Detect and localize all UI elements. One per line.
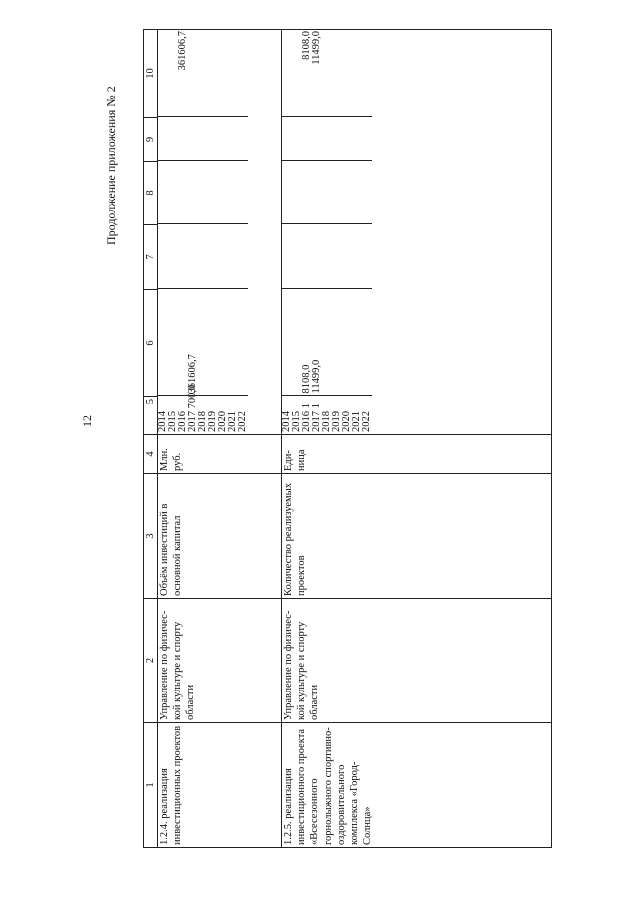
header-cell: 7 <box>144 225 158 290</box>
value-c10 <box>188 29 198 117</box>
year-label: 2018 <box>322 396 332 434</box>
value-c7 <box>208 224 218 289</box>
executor-cell <box>158 599 282 723</box>
year-row <box>158 29 168 434</box>
value-c10: 11499,0 <box>311 31 323 65</box>
year-label: 2014 <box>282 396 292 434</box>
value-c7 <box>168 224 178 289</box>
year-label: 2018 <box>198 396 208 434</box>
executor-cell <box>282 599 552 723</box>
year-label: 2017 700,0 <box>187 384 199 432</box>
value-c6 <box>282 289 292 396</box>
value-c9 <box>292 117 302 161</box>
year-row <box>282 29 292 434</box>
value-c6 <box>208 289 218 396</box>
program-table <box>143 29 552 848</box>
value-c8 <box>188 161 198 224</box>
year-row <box>168 29 178 434</box>
value-c10 <box>228 29 238 117</box>
value-c8 <box>332 161 342 224</box>
value-c9 <box>238 117 248 161</box>
year-row <box>188 29 198 434</box>
value-c10 <box>158 29 168 117</box>
value-c6 <box>168 289 178 396</box>
appendix-caption: Продолжение приложения № 2 <box>104 86 118 245</box>
year-label: 2017 1 <box>312 396 322 434</box>
value-c8 <box>292 161 302 224</box>
value-c9 <box>218 117 228 161</box>
header-row <box>144 30 158 848</box>
value-c10 <box>332 29 342 117</box>
measure-cell-text: 1.2.5. реализация инвестиционного проекта «Всесезонного горнолыжного спортивно-оздоровительного комплекса «Город-Солнца» <box>283 727 373 845</box>
value-c7 <box>188 224 198 289</box>
value-c7 <box>282 224 292 289</box>
value-c10 <box>198 29 208 117</box>
header-cell: 5 <box>144 397 158 435</box>
value-c6 <box>342 289 352 396</box>
header-cell: 6 <box>144 290 158 397</box>
value-c9 <box>158 117 168 161</box>
measure-cell <box>282 723 552 848</box>
measure-cell-text: 1.2.4. реализация инвестиционных проектов <box>159 725 184 845</box>
value-c7 <box>352 224 362 289</box>
value-c8 <box>218 161 228 224</box>
indicator-cell-text: Объём инвестиций в основной капитал <box>159 503 184 596</box>
value-c10 <box>322 29 332 117</box>
header-cell: 10 <box>144 30 158 118</box>
value-c7 <box>322 224 332 289</box>
value-c10 <box>218 29 228 117</box>
value-c10 <box>238 29 248 117</box>
value-c8 <box>302 161 312 224</box>
value-c9 <box>302 117 312 161</box>
page-number: 12 <box>80 415 94 427</box>
year-label: 2019 <box>332 396 342 434</box>
executor-cell-text: Управление по физичес-кой культуре и спорту области <box>159 610 197 720</box>
year-row <box>218 29 228 434</box>
value-c6 <box>158 289 168 396</box>
value-c8 <box>198 161 208 224</box>
unit-cell-text: Млн. руб. <box>159 448 184 471</box>
value-c9 <box>352 117 362 161</box>
value-c7 <box>198 224 208 289</box>
year-label: 2016 <box>178 396 188 434</box>
value-c8 <box>342 161 352 224</box>
unit-cell-text: Еди-ница <box>283 449 308 471</box>
year-row <box>362 29 372 434</box>
value-c9 <box>282 117 292 161</box>
year-label: 2019 <box>208 396 218 434</box>
header-cell: 8 <box>144 162 158 225</box>
value-c6 <box>332 289 342 396</box>
value-c6: 8108,0 <box>302 289 312 396</box>
year-label: 2016 1 <box>302 396 312 434</box>
value-c7 <box>238 224 248 289</box>
table-row <box>282 30 552 848</box>
value-c8 <box>208 161 218 224</box>
value-c7 <box>342 224 352 289</box>
value-c9 <box>208 117 218 161</box>
value-c6 <box>218 289 228 396</box>
unit-cell <box>282 435 552 474</box>
header-cell: 2 <box>144 599 158 723</box>
year-row <box>238 29 248 434</box>
value-c8 <box>362 161 372 224</box>
value-c8 <box>282 161 292 224</box>
value-c7 <box>292 224 302 289</box>
year-row <box>322 29 332 434</box>
year-row <box>208 29 218 434</box>
value-c6: 11499,0 <box>312 289 322 396</box>
year-label: 2014 <box>158 396 168 434</box>
value-c8 <box>168 161 178 224</box>
value-c7 <box>362 224 372 289</box>
year-label: 2020 <box>342 396 352 434</box>
value-c10 <box>208 29 218 117</box>
value-c6 <box>352 289 362 396</box>
value-c9 <box>168 117 178 161</box>
header-cell: 4 <box>144 435 158 474</box>
table-row <box>158 30 282 848</box>
value-c7 <box>158 224 168 289</box>
value-c10 <box>342 29 352 117</box>
header-cell: 3 <box>144 474 158 599</box>
value-c9 <box>188 117 198 161</box>
value-c7 <box>218 224 228 289</box>
indicator-cell <box>158 474 282 599</box>
year-row <box>228 29 238 434</box>
value-c6 <box>362 289 372 396</box>
value-c10 <box>362 29 372 117</box>
executor-cell-text: Управление по физичес-кой культуре и спорту области <box>283 610 321 720</box>
value-c8 <box>238 161 248 224</box>
year-label: 2021 <box>228 396 238 434</box>
year-label: 2020 <box>218 396 228 434</box>
value-c9 <box>342 117 352 161</box>
value-c10 <box>352 29 362 117</box>
year-values-grid <box>158 29 248 434</box>
value-c9 <box>322 117 332 161</box>
value-c6 <box>198 289 208 396</box>
year-label: 2021 <box>352 396 362 434</box>
value-c7 <box>302 224 312 289</box>
measure-cell <box>158 723 282 848</box>
header-cell: 1 <box>144 723 158 848</box>
value-c7 <box>312 224 322 289</box>
year-values-grid <box>282 29 372 434</box>
value-c7 <box>228 224 238 289</box>
year-row <box>332 29 342 434</box>
header-cell: 9 <box>144 118 158 162</box>
year-values-cell <box>282 30 552 435</box>
year-row <box>352 29 362 434</box>
value-c9 <box>332 117 342 161</box>
indicator-cell <box>282 474 552 599</box>
value-c10 <box>282 29 292 117</box>
value-c9 <box>312 117 322 161</box>
value-c9 <box>228 117 238 161</box>
value-c8 <box>352 161 362 224</box>
year-label: 2022 <box>238 396 248 434</box>
value-c6 <box>228 289 238 396</box>
value-c9 <box>178 117 188 161</box>
value-c10: 361606,7 <box>177 31 189 71</box>
year-label: 2022 <box>362 396 372 434</box>
indicator-cell-text: Количество реализуемых проектов <box>283 483 308 596</box>
value-c6 <box>238 289 248 396</box>
value-c8 <box>228 161 238 224</box>
year-label: 2015 <box>292 396 302 434</box>
value-c10: 8108,0 <box>301 31 313 60</box>
value-c8 <box>178 161 188 224</box>
value-c6 <box>322 289 332 396</box>
year-row <box>198 29 208 434</box>
value-c8 <box>322 161 332 224</box>
year-label: 2015 <box>168 396 178 434</box>
year-row <box>312 29 322 434</box>
year-row <box>342 29 352 434</box>
value-c7 <box>332 224 342 289</box>
year-values-cell <box>158 30 282 435</box>
value-c6: 361606,7 <box>188 289 198 396</box>
value-c9 <box>362 117 372 161</box>
value-c7 <box>178 224 188 289</box>
value-c8 <box>158 161 168 224</box>
unit-cell <box>158 435 282 474</box>
value-c9 <box>198 117 208 161</box>
value-c8 <box>312 161 322 224</box>
